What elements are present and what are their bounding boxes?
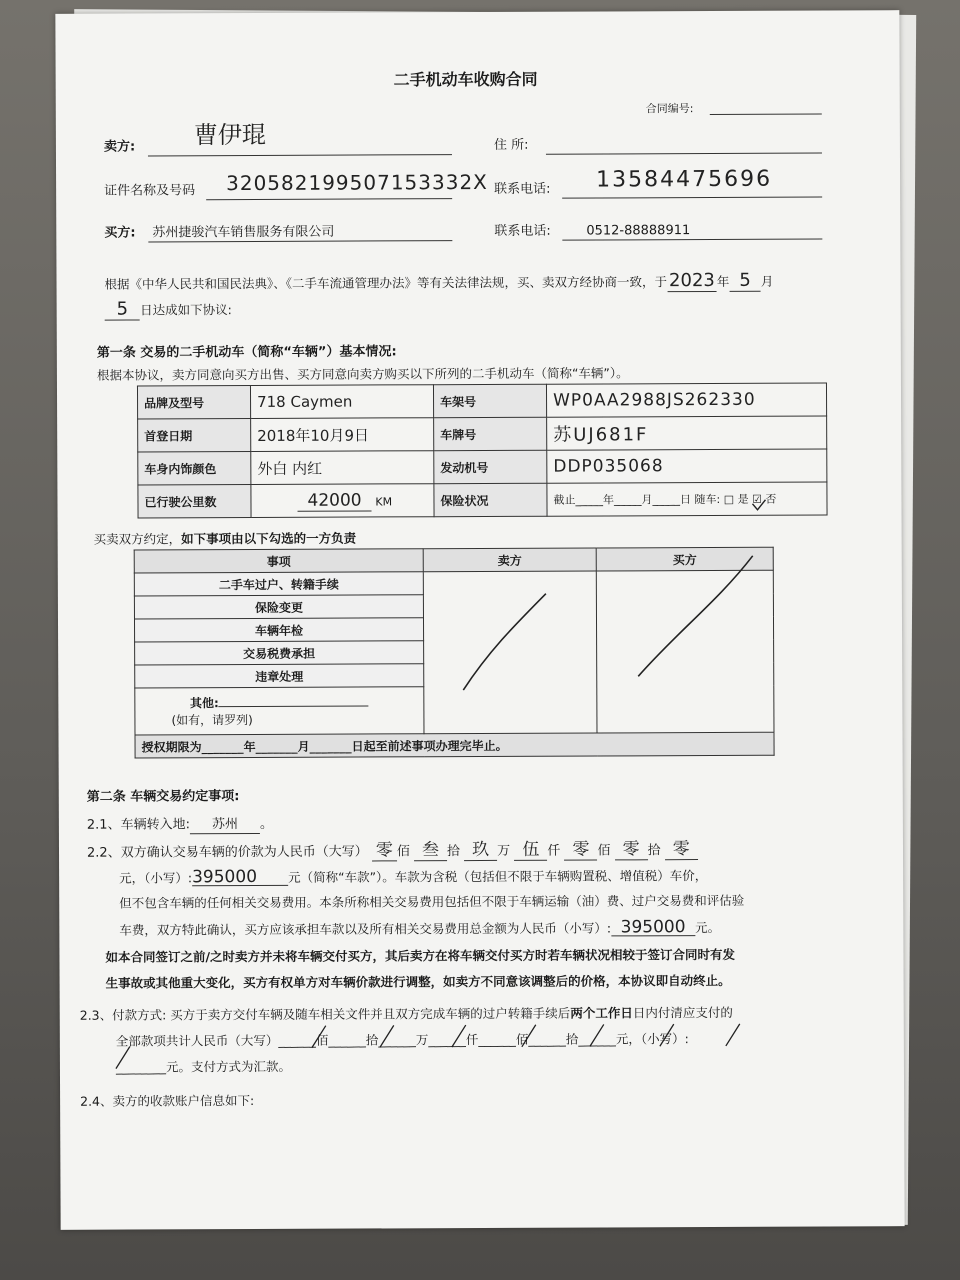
bold-clause-2: 生事故或其他重大变化，买方有权单方对车辆价款进行调整，如卖方不同意该调整后的价格，本协议即自动终止。 [105, 972, 731, 991]
buyer-name: 苏州捷骏汽车销售服务有限公司 [152, 224, 335, 241]
c22-rest: 元（简称“车款”）。车款为含税（包括但不限于车辆购置税、增值税）车价， [288, 868, 708, 885]
plate-value: 苏UJ681F [547, 416, 827, 450]
col-buyer: 买方 [596, 547, 773, 571]
c22-small: 395000 [192, 869, 288, 886]
clause-2-3-line1 [80, 1005, 733, 1024]
c22-line4: 车费，双方特此确认，买方应该承担车款以及所有相关交易费用总金额为人民币（小写）: [119, 920, 612, 938]
buyer-phone-label: 联系电话: [494, 223, 551, 239]
c23-a: 2.3、付款方式: 买方于卖方交付车辆及随车相关文件并且双方完成车辆的过户转籍手续后 [79, 1005, 571, 1023]
color-value: 外白 内红 [251, 451, 434, 485]
intro-part2: 日达成如下协议: [140, 302, 232, 318]
seller-name: 曹伊琨 [193, 120, 266, 150]
mileage-label: 已行驶公里数 [138, 484, 251, 517]
upper-7: 仟 [547, 843, 561, 859]
c21-value: 苏州 [190, 817, 260, 834]
address-label: 住 所: [493, 137, 529, 153]
vin-value: WP0AA2988JS262330 [546, 383, 826, 417]
contract-title: 二手机动车收购合同 [393, 69, 538, 90]
agreement-intro-normal: 买卖双方约定， [93, 531, 182, 547]
upper-5: 万 [497, 843, 511, 859]
insurance-label: 保险状况 [434, 483, 547, 516]
c23-c: 日内付清应支付的 [632, 1004, 733, 1021]
km-unit: KM [375, 495, 393, 509]
upper-4: 玖 [464, 840, 497, 861]
other-hint: (如有，请罗列) [171, 712, 253, 728]
insurance-value: 截止_____年_____月_____日 随车: □ 是 ☑ 否 [547, 482, 827, 516]
plate-label: 车牌号 [434, 417, 547, 450]
col-seller: 卖方 [423, 548, 596, 572]
intro-day: 5 [105, 298, 141, 320]
col-item: 事项 [134, 549, 423, 573]
c22-yuan: 元，（小写）: [119, 870, 193, 886]
reg-date-value: 2018年10月9日 [251, 418, 434, 452]
brand-label: 品牌及型号 [137, 385, 250, 418]
c22-yuan2: 元。 [695, 919, 721, 936]
seller-phone-label: 联系电话: [494, 181, 551, 197]
engine-value: DDP035068 [547, 449, 827, 483]
color-label: 车身内饰颜色 [138, 451, 251, 484]
item-insurance: 保险变更 [134, 595, 423, 619]
c22-label: 2.2、双方确认交易车辆的价款为人民币（大写） [86, 844, 368, 861]
reg-date-label: 首登日期 [138, 418, 251, 451]
intro-part1: 根据《中华人民共和国民法典》、《二手车流通管理办法》等有关法律法规，买、卖双方经协商一致，于 [104, 274, 668, 292]
item-violation: 违章处理 [135, 664, 424, 688]
item-transfer: 二手车过户、转籍手续 [134, 572, 423, 596]
upper-6: 伍 [514, 840, 547, 861]
buyer-phone: 0512-88888911 [586, 223, 691, 239]
upper-3: 拾 [446, 844, 461, 860]
clause-2-4: 2.4、卖方的收款账户信息如下: [80, 1092, 255, 1109]
seller-slash [463, 594, 546, 690]
upper-12: 零 [665, 839, 698, 860]
art1-heading: 第一条 交易的二手机动车（简称“车辆”）基本情况: [96, 344, 397, 361]
clause-2-3-line3: ________元。支付方式为汇款。 [115, 1058, 291, 1075]
other-label: 其他: [189, 696, 219, 711]
art2-heading: 第二条 车辆交易约定事项: [86, 789, 240, 805]
vin-label: 车架号 [433, 384, 546, 417]
upper-2: 叁 [414, 840, 447, 861]
auth-period: 授权期限为_______年_______月_______日起至前述事项办理完毕止。 [135, 732, 774, 758]
seller-phone: 13584475696 [596, 166, 773, 193]
contract-sheet [55, 10, 904, 1230]
upper-0: 零 [372, 840, 397, 861]
brand-value: 718 Caymen [250, 385, 433, 419]
intro-month: 5 [729, 270, 761, 292]
item-inspection: 车辆年检 [134, 618, 423, 642]
item-tax: 交易税费承担 [135, 641, 424, 665]
id-label: 证件名称及号码 [104, 183, 196, 199]
seller-label: 卖方: [103, 139, 136, 155]
upper-9: 佰 [597, 843, 611, 859]
bold-clause-1: 如本合同签订之前/之时卖方并未将车辆交付买方，其后卖方在将车辆交付买方时若车辆状况相较于签订合同时有发 [105, 946, 736, 965]
upper-1: 佰 [396, 844, 410, 860]
c22-total: 395000 [611, 919, 695, 936]
clause-2-1: 2.1、车辆转入地: 苏州 。 [86, 816, 274, 833]
agreement-intro-bold: 如下事项由以下勾选的一方负责 [181, 530, 357, 547]
id-value: 320582199507153332X [226, 169, 488, 196]
intro-yue: 月 [760, 273, 774, 289]
clause-2-2-line3: 但不包含车辆的任何相关交易费用。本条所称相关交易费用包括但不限于车辆运输（油）费、过户交易费和评估验 [119, 892, 745, 911]
art1-desc: 根据本协议，卖方同意向买方出售、买方同意向卖方购买以下所列的二手机动车（简称“车辆”）。 [96, 365, 629, 383]
contract-no-label: 合同编号: [645, 102, 694, 116]
intro-nian: 年 [716, 273, 730, 289]
intro-year: 2023 [667, 270, 717, 292]
upper-11: 拾 [647, 843, 661, 859]
c21-label: 2.1、车辆转入地: [86, 817, 190, 833]
upper-10: 零 [615, 839, 648, 860]
clause-2-2-line1 [87, 841, 698, 862]
clause-2-2-line2 [119, 867, 707, 887]
clause-2-3-line2: 全部款项共计人民币（大写）______佰______拾______万______仟______佰______拾______元，（小写）: [115, 1031, 689, 1049]
buyer-label: 买方: [104, 225, 136, 241]
clause-2-2-line4 [119, 919, 720, 939]
c23-b: 两个工作日 [570, 1005, 633, 1021]
engine-label: 发动机号 [434, 450, 547, 483]
mileage-value: 42000 [297, 490, 371, 511]
upper-8: 零 [564, 839, 597, 860]
no-checkmark [752, 500, 765, 510]
buyer-slash [638, 556, 754, 677]
